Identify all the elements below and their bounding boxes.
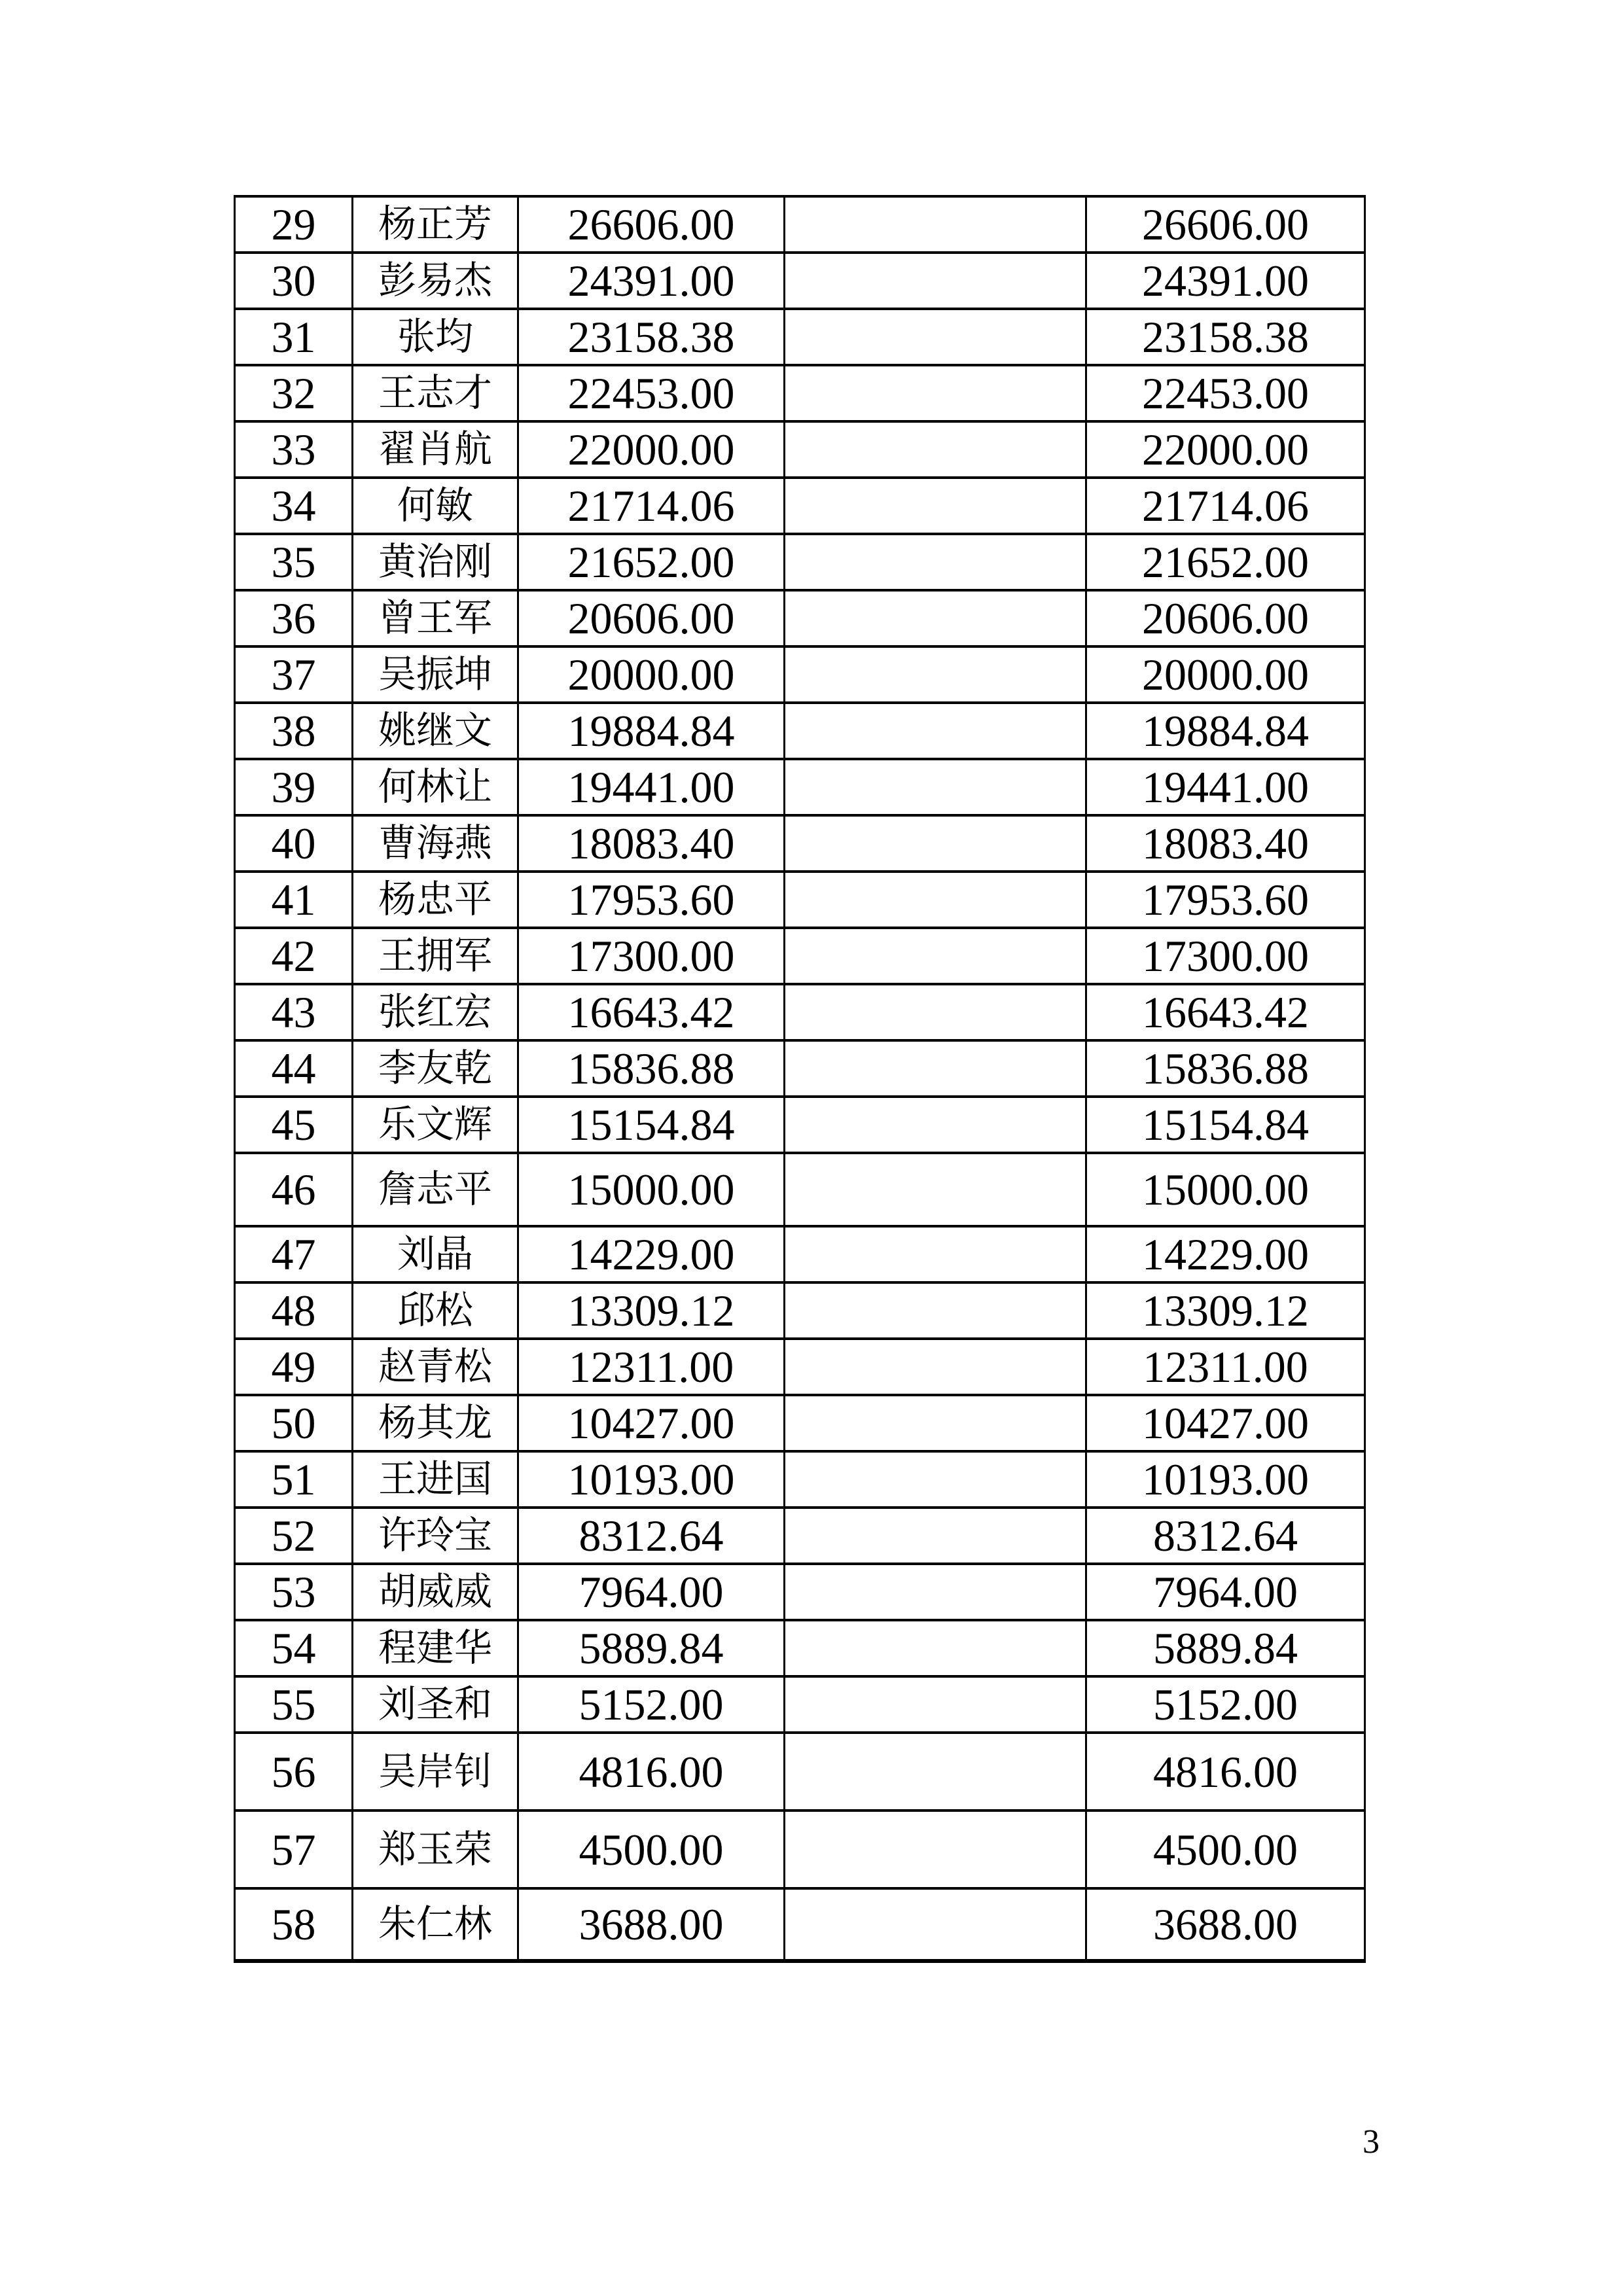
cell-name: 彭易杰 (353, 253, 518, 309)
cell-row-number: 48 (235, 1282, 353, 1339)
cell-empty (785, 1282, 1086, 1339)
cell-amount-2: 17953.60 (1086, 872, 1365, 928)
cell-amount-2: 4500.00 (1086, 1810, 1365, 1888)
cell-amount: 21652.00 (518, 534, 785, 590)
cell-name: 李友乾 (353, 1040, 518, 1097)
cell-name: 朱仁林 (353, 1888, 518, 1961)
cell-empty (785, 928, 1086, 984)
cell-row-number: 34 (235, 478, 353, 534)
table-row (235, 309, 1365, 365)
table-row (235, 646, 1365, 703)
cell-amount-2: 22453.00 (1086, 365, 1365, 421)
cell-empty (785, 534, 1086, 590)
cell-row-number: 40 (235, 815, 353, 872)
cell-row-number: 54 (235, 1620, 353, 1676)
cell-row-number: 39 (235, 759, 353, 815)
cell-amount-2: 17300.00 (1086, 928, 1365, 984)
cell-amount: 26606.00 (518, 196, 785, 253)
cell-empty (785, 1620, 1086, 1676)
payment-table (234, 195, 1366, 1963)
cell-empty (785, 309, 1086, 365)
table-row (235, 872, 1365, 928)
cell-name: 郑玉荣 (353, 1810, 518, 1888)
table-row (235, 1097, 1365, 1153)
table-row (235, 1226, 1365, 1282)
cell-empty (785, 1508, 1086, 1564)
cell-empty (785, 1564, 1086, 1620)
cell-name: 邱松 (353, 1282, 518, 1339)
cell-amount: 10193.00 (518, 1451, 785, 1508)
table-row (235, 1564, 1365, 1620)
cell-name: 曹海燕 (353, 815, 518, 872)
cell-empty (785, 365, 1086, 421)
cell-row-number: 53 (235, 1564, 353, 1620)
cell-row-number: 42 (235, 928, 353, 984)
cell-amount: 13309.12 (518, 1282, 785, 1339)
cell-amount: 5889.84 (518, 1620, 785, 1676)
cell-amount-2: 15154.84 (1086, 1097, 1365, 1153)
table-row (235, 1153, 1365, 1226)
cell-empty (785, 1888, 1086, 1961)
cell-amount: 15154.84 (518, 1097, 785, 1153)
cell-amount: 22000.00 (518, 421, 785, 478)
cell-name: 詹志平 (353, 1153, 518, 1226)
cell-row-number: 37 (235, 646, 353, 703)
cell-row-number: 51 (235, 1451, 353, 1508)
cell-empty (785, 984, 1086, 1040)
cell-amount-2: 10427.00 (1086, 1395, 1365, 1451)
cell-name: 王进国 (353, 1451, 518, 1508)
cell-row-number: 45 (235, 1097, 353, 1153)
cell-name: 翟肖航 (353, 421, 518, 478)
cell-empty (785, 1153, 1086, 1226)
cell-empty (785, 478, 1086, 534)
cell-row-number: 49 (235, 1339, 353, 1395)
cell-name: 王拥军 (353, 928, 518, 984)
table-body (235, 196, 1365, 1961)
cell-row-number: 38 (235, 703, 353, 759)
cell-name: 杨忠平 (353, 872, 518, 928)
cell-amount-2: 21652.00 (1086, 534, 1365, 590)
cell-name: 何林让 (353, 759, 518, 815)
cell-amount: 7964.00 (518, 1564, 785, 1620)
cell-amount-2: 12311.00 (1086, 1339, 1365, 1395)
cell-amount: 21714.06 (518, 478, 785, 534)
cell-empty (785, 872, 1086, 928)
cell-amount: 19884.84 (518, 703, 785, 759)
table-row (235, 928, 1365, 984)
cell-amount: 24391.00 (518, 253, 785, 309)
cell-amount: 10427.00 (518, 1395, 785, 1451)
cell-row-number: 47 (235, 1226, 353, 1282)
table-row (235, 1508, 1365, 1564)
cell-name: 胡威威 (353, 1564, 518, 1620)
cell-name: 刘圣和 (353, 1676, 518, 1733)
cell-amount-2: 7964.00 (1086, 1564, 1365, 1620)
cell-empty (785, 703, 1086, 759)
cell-empty (785, 759, 1086, 815)
table-row (235, 759, 1365, 815)
cell-empty (785, 1339, 1086, 1395)
table-row (235, 1733, 1365, 1810)
cell-row-number: 33 (235, 421, 353, 478)
page-number: 3 (1363, 2123, 1380, 2161)
cell-row-number: 31 (235, 309, 353, 365)
cell-amount: 20606.00 (518, 590, 785, 646)
cell-name: 吴岸钊 (353, 1733, 518, 1810)
cell-name: 吴振坤 (353, 646, 518, 703)
cell-amount: 17953.60 (518, 872, 785, 928)
cell-amount-2: 21714.06 (1086, 478, 1365, 534)
cell-row-number: 50 (235, 1395, 353, 1451)
cell-amount: 8312.64 (518, 1508, 785, 1564)
cell-amount-2: 3688.00 (1086, 1888, 1365, 1961)
cell-row-number: 57 (235, 1810, 353, 1888)
cell-row-number: 44 (235, 1040, 353, 1097)
table-row (235, 534, 1365, 590)
cell-amount-2: 22000.00 (1086, 421, 1365, 478)
cell-amount-2: 15836.88 (1086, 1040, 1365, 1097)
cell-amount: 20000.00 (518, 646, 785, 703)
cell-row-number: 32 (235, 365, 353, 421)
cell-amount-2: 23158.38 (1086, 309, 1365, 365)
cell-amount-2: 14229.00 (1086, 1226, 1365, 1282)
cell-name: 何敏 (353, 478, 518, 534)
cell-empty (785, 1097, 1086, 1153)
cell-amount-2: 15000.00 (1086, 1153, 1365, 1226)
cell-amount-2: 20000.00 (1086, 646, 1365, 703)
table-row (235, 1339, 1365, 1395)
cell-empty (785, 1226, 1086, 1282)
table-row (235, 703, 1365, 759)
cell-amount: 22453.00 (518, 365, 785, 421)
cell-amount-2: 10193.00 (1086, 1451, 1365, 1508)
table-row (235, 1395, 1365, 1451)
table-row (235, 815, 1365, 872)
table-row (235, 1040, 1365, 1097)
cell-amount-2: 13309.12 (1086, 1282, 1365, 1339)
cell-name: 刘晶 (353, 1226, 518, 1282)
cell-amount-2: 5889.84 (1086, 1620, 1365, 1676)
cell-amount: 23158.38 (518, 309, 785, 365)
cell-row-number: 52 (235, 1508, 353, 1564)
cell-row-number: 41 (235, 872, 353, 928)
cell-name: 程建华 (353, 1620, 518, 1676)
table-row (235, 1620, 1365, 1676)
cell-amount-2: 20606.00 (1086, 590, 1365, 646)
cell-empty (785, 590, 1086, 646)
table-row (235, 196, 1365, 253)
cell-amount: 14229.00 (518, 1226, 785, 1282)
table-row (235, 1810, 1365, 1888)
cell-row-number: 29 (235, 196, 353, 253)
cell-amount-2: 19884.84 (1086, 703, 1365, 759)
cell-empty (785, 815, 1086, 872)
cell-amount: 5152.00 (518, 1676, 785, 1733)
cell-amount-2: 5152.00 (1086, 1676, 1365, 1733)
cell-name: 王志才 (353, 365, 518, 421)
cell-row-number: 43 (235, 984, 353, 1040)
cell-empty (785, 196, 1086, 253)
cell-name: 黄治刚 (353, 534, 518, 590)
cell-name: 张红宏 (353, 984, 518, 1040)
cell-row-number: 30 (235, 253, 353, 309)
table-row (235, 1282, 1365, 1339)
cell-amount-2: 19441.00 (1086, 759, 1365, 815)
cell-amount: 4816.00 (518, 1733, 785, 1810)
table-row (235, 478, 1365, 534)
cell-row-number: 35 (235, 534, 353, 590)
cell-amount: 3688.00 (518, 1888, 785, 1961)
cell-amount: 12311.00 (518, 1339, 785, 1395)
cell-empty (785, 1733, 1086, 1810)
cell-empty (785, 646, 1086, 703)
cell-name: 张均 (353, 309, 518, 365)
table-row (235, 253, 1365, 309)
cell-empty (785, 1395, 1086, 1451)
cell-empty (785, 253, 1086, 309)
cell-row-number: 56 (235, 1733, 353, 1810)
cell-amount: 18083.40 (518, 815, 785, 872)
cell-name: 杨其龙 (353, 1395, 518, 1451)
cell-empty (785, 1676, 1086, 1733)
cell-amount-2: 16643.42 (1086, 984, 1365, 1040)
table-row (235, 590, 1365, 646)
cell-amount: 17300.00 (518, 928, 785, 984)
table-row (235, 984, 1365, 1040)
cell-empty (785, 1810, 1086, 1888)
cell-amount-2: 4816.00 (1086, 1733, 1365, 1810)
cell-amount-2: 8312.64 (1086, 1508, 1365, 1564)
cell-name: 乐文辉 (353, 1097, 518, 1153)
cell-amount: 19441.00 (518, 759, 785, 815)
cell-empty (785, 1451, 1086, 1508)
cell-name: 姚继文 (353, 703, 518, 759)
cell-amount-2: 18083.40 (1086, 815, 1365, 872)
table-row (235, 365, 1365, 421)
cell-amount-2: 26606.00 (1086, 196, 1365, 253)
cell-amount: 16643.42 (518, 984, 785, 1040)
cell-name: 杨正芳 (353, 196, 518, 253)
cell-row-number: 36 (235, 590, 353, 646)
cell-name: 曾王军 (353, 590, 518, 646)
cell-empty (785, 1040, 1086, 1097)
cell-empty (785, 421, 1086, 478)
cell-amount: 15000.00 (518, 1153, 785, 1226)
cell-amount: 4500.00 (518, 1810, 785, 1888)
cell-amount: 15836.88 (518, 1040, 785, 1097)
cell-name: 赵青松 (353, 1339, 518, 1395)
table-row (235, 1676, 1365, 1733)
table-row (235, 1888, 1365, 1961)
table-row (235, 421, 1365, 478)
cell-row-number: 58 (235, 1888, 353, 1961)
table-row (235, 1451, 1365, 1508)
cell-row-number: 46 (235, 1153, 353, 1226)
cell-amount-2: 24391.00 (1086, 253, 1365, 309)
cell-row-number: 55 (235, 1676, 353, 1733)
cell-name: 许玲宝 (353, 1508, 518, 1564)
